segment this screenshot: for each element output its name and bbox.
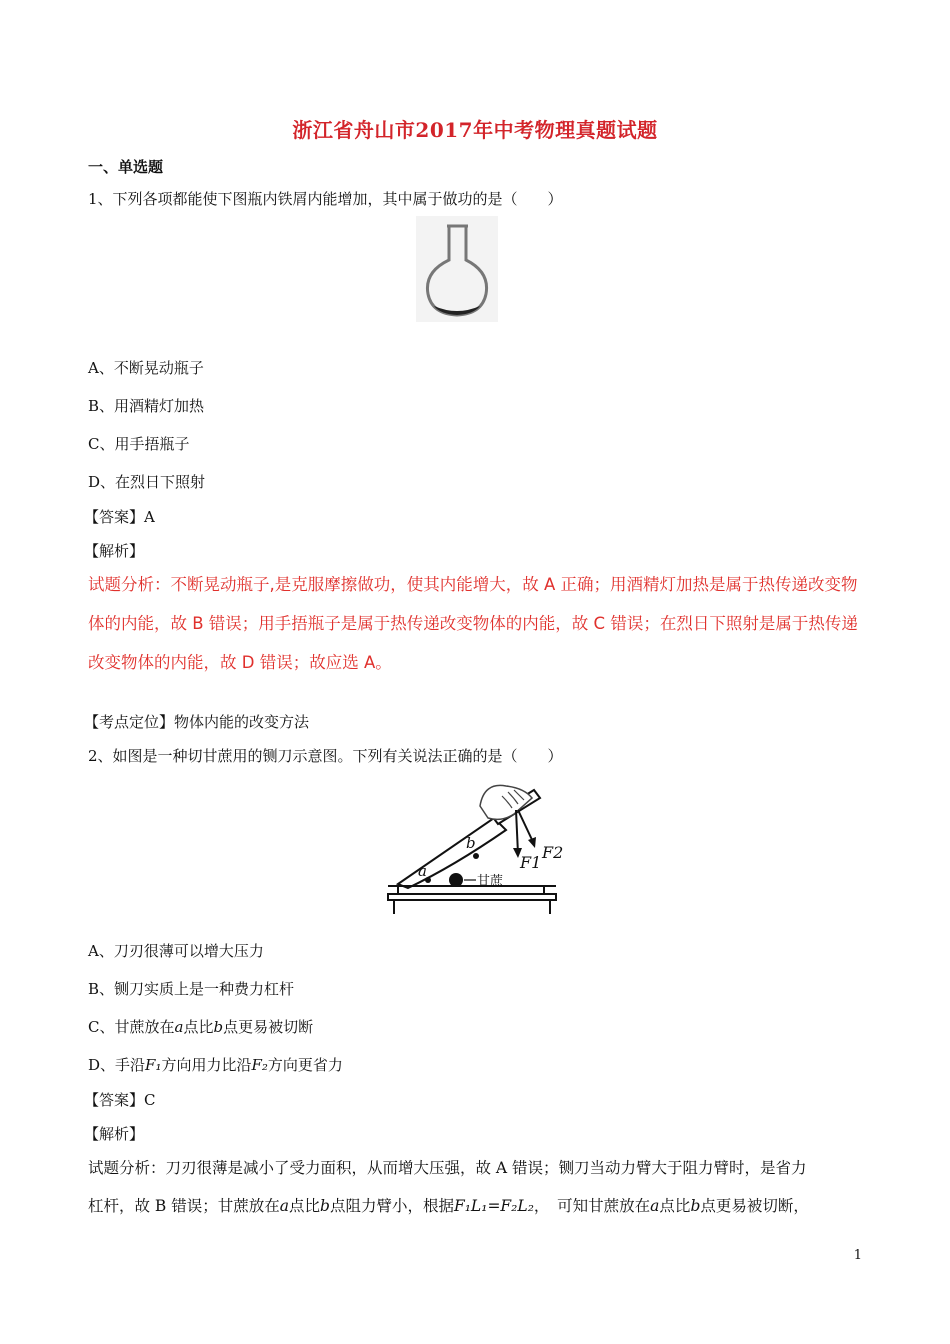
var-b: b (320, 1197, 330, 1215)
q2-analysis-mid3: ， 可知甘蔗放在 (533, 1197, 651, 1215)
var-b: b (213, 1018, 224, 1036)
q2-option-c (88, 1016, 313, 1037)
var-f1: F₁ (145, 1056, 162, 1074)
q1-analysis-line: 试题分析：不断晃动瓶子,是克服摩擦做功，使其内能增大，故 A 正确；用酒精灯加热是属于热传递改变物 (88, 575, 858, 594)
q1-analysis-line: 改变物体的内能，故 D 错误；故应选 A。 (88, 653, 392, 672)
q2-analysis-label: 【解析】 (84, 1125, 145, 1143)
var-a: a (279, 1197, 289, 1215)
question-1-stem: 1、下列各项都能使下图瓶内铁屑内能增加，其中属于做功的是（ ） (88, 190, 563, 208)
q2-option-d-pre: D、手沿 (88, 1056, 146, 1074)
var-f2: F₂ (251, 1056, 268, 1074)
q2-option-c-pre: C、甘蔗放在 (88, 1018, 175, 1036)
q2-option-b: B、铡刀实质上是一种费力杠杆 (88, 980, 295, 998)
label-a: a (418, 862, 427, 880)
q1-option-b: B、用酒精灯加热 (88, 397, 205, 415)
q1-kaodian: 【考点定位】物体内能的改变方法 (84, 713, 310, 731)
q2-option-c-post: 点更易被切断 (223, 1018, 314, 1036)
q2-option-d-mid: 方向用力比沿 (161, 1056, 252, 1074)
q2-option-c-mid: 点比 (183, 1018, 214, 1036)
q2-analysis-pre: 杠杆，故 B 错误；甘蔗放在 (88, 1197, 280, 1215)
var-b: b (690, 1197, 701, 1215)
q1-option-c: C、用手捂瓶子 (88, 435, 190, 453)
q2-option-d (88, 1054, 343, 1075)
var-a: a (174, 1018, 184, 1036)
q1-analysis-line: 体的内能，故 B 错误；用手捂瓶子是属于热传递改变物体的内能，故 C 错误；在烈日下照射是属于热传递 (88, 614, 858, 633)
label-sugarcane: 甘蔗 (477, 874, 504, 889)
q1-answer: 【答案】A (84, 508, 155, 526)
q1-option-a: A、不断晃动瓶子 (88, 359, 204, 377)
q2-analysis-line (88, 1194, 809, 1216)
page-number: 1 (853, 1248, 862, 1263)
lever-formula: F₁L₁=F₂L₂ (453, 1197, 534, 1215)
flask-icon (416, 216, 498, 322)
q2-analysis-mid2: 点阻力臂小，根据 (329, 1197, 454, 1215)
q2-analysis-mid4: 点比 (659, 1197, 691, 1215)
document-title: 浙江省舟山市2017年中考物理真题试题 (292, 118, 658, 142)
hay-cutter-figure (384, 776, 564, 918)
label-f2: F2 (542, 843, 564, 862)
q2-answer: 【答案】C (84, 1091, 156, 1109)
section-heading: 一、单选题 (88, 158, 164, 176)
var-a: a (650, 1197, 660, 1215)
q1-analysis-label: 【解析】 (84, 542, 145, 560)
q2-option-a: A、刀刃很薄可以增大压力 (88, 942, 264, 960)
q2-analysis-line: 试题分析：刀刃很薄是减小了受力面积，从而增大压强，故 A 错误；铡刀当动力臂大于阻力臂时，是省力 (88, 1159, 807, 1177)
label-f1: F1 (520, 853, 542, 872)
q2-analysis-mid1: 点比 (289, 1197, 321, 1215)
question-2-stem: 2、如图是一种切甘蔗用的铡刀示意图。下列有关说法正确的是（ ） (88, 747, 563, 765)
flask-figure (416, 216, 498, 322)
q2-analysis-post: 点更易被切断， (700, 1197, 809, 1215)
q2-option-d-post: 方向更省力 (267, 1056, 343, 1074)
label-b: b (466, 834, 476, 852)
hay-cutter-diagram (384, 776, 564, 918)
q1-option-d: D、在烈日下照射 (88, 473, 206, 491)
